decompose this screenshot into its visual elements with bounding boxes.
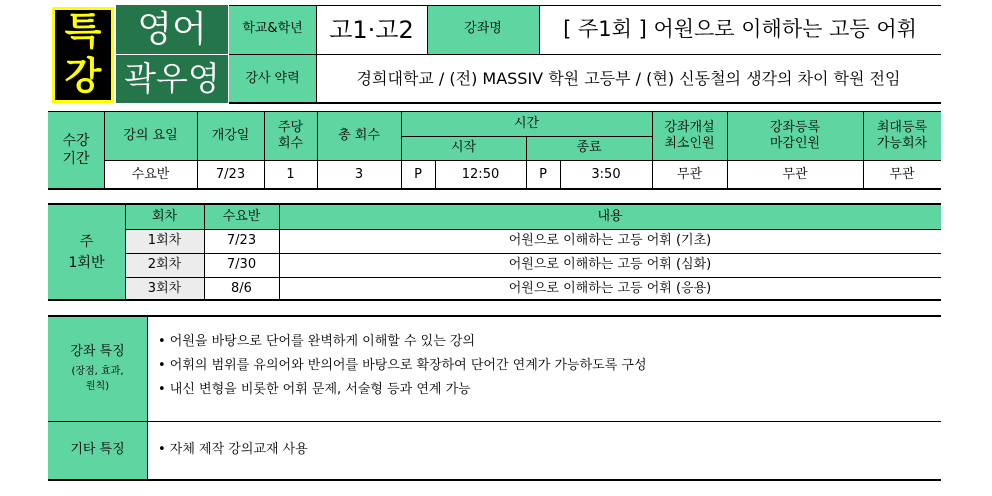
badge-char-1: 특: [64, 8, 102, 53]
col-header-deadline-text: 강좌등록 마감인원: [769, 119, 821, 151]
session-row-3-content: [279, 278, 941, 300]
sessions-line-3: [125, 277, 941, 278]
col-header-max-text: 최대등록 가능회차: [876, 119, 928, 151]
col-header-total-text: 총 회수: [338, 127, 380, 143]
col-header-start-date-text: 개강일: [211, 127, 250, 143]
cell-day-text: 수요반: [131, 166, 170, 182]
session-row-1-date-text: 7/23: [226, 233, 257, 249]
ses-v-3: [279, 205, 280, 300]
sch-v-9: [652, 112, 653, 189]
cell-end-ampm-text: P: [539, 166, 547, 182]
sessions-header-content-text: 내용: [597, 208, 623, 224]
session-row-2-date-text: 7/30: [226, 257, 257, 273]
session-row-2-no: [125, 254, 204, 277]
cell-start-ampm: [401, 161, 435, 189]
badge-special-top: [52, 7, 114, 56]
course-name-label: [427, 5, 539, 54]
features-label-cell: [48, 317, 147, 421]
features-bottom-line: [48, 479, 941, 481]
schedule-mid-line: [104, 160, 941, 161]
header-bottom-line: [229, 102, 941, 104]
sessions-header-no-text: 회차: [151, 208, 178, 224]
col-header-max: [863, 112, 941, 160]
features-list: [158, 330, 938, 414]
course-name-label-text: 강좌명: [464, 21, 502, 37]
header-divider-3: [539, 5, 540, 54]
sch-v-8: [560, 161, 561, 189]
col-header-start-date: [197, 112, 264, 160]
cell-deadline-text: 무관: [782, 166, 808, 182]
header-divider-2: [427, 5, 428, 54]
col-header-min-text: 강좌개설 최소인원: [664, 119, 715, 151]
profile-text: 경희대학교 / (전) MASSIV 학원 고등부 / (현) 신동철의 생각의 차이 학원 전임: [356, 69, 901, 88]
cell-day: [104, 161, 197, 189]
col-header-weekly: [264, 112, 317, 160]
course-name-text: [ 주1회 ] 어원으로 이해하는 고등 어휘: [563, 17, 917, 42]
cell-start-date: [197, 161, 264, 189]
session-row-3-no-text: 3회차: [147, 280, 182, 296]
other-feature-item-1: • 자체 제작 강의교재 사용: [158, 442, 308, 457]
cell-min-text: 무관: [676, 166, 703, 182]
sch-v-1: [104, 112, 105, 189]
sessions-line-2: [125, 253, 941, 254]
cell-start-ampm-text: P: [414, 166, 422, 182]
cell-max-text: 무관: [889, 166, 915, 182]
other-features-list: [158, 440, 938, 462]
sessions-header-content: [279, 205, 941, 229]
cell-start-date-text: 7/23: [215, 166, 246, 182]
header-top-line: [229, 5, 941, 6]
sessions-side-label-text: 주 1회반: [68, 233, 105, 271]
sch-v-3: [264, 112, 265, 189]
school-grade-value: [316, 5, 427, 54]
session-row-1-no: [125, 230, 204, 253]
col-header-time: [401, 112, 652, 136]
profile-value: [316, 55, 941, 103]
cell-end-time-text: 3:50: [591, 166, 621, 182]
badge-char-2: 강: [64, 53, 102, 98]
col-header-time-start: [401, 136, 526, 160]
schedule-bottom-line: [48, 188, 941, 190]
sch-v-6: [435, 161, 436, 189]
cell-weekly: [264, 161, 317, 189]
feature-item-3: • 내신 변형을 비롯한 어휘 문제, 서술형 등과 연계 가능: [158, 382, 471, 397]
session-row-2-content: [279, 254, 941, 277]
session-row-2-content-text: 어원으로 이해하는 고등 어휘 (심화): [508, 257, 712, 273]
sch-v-5: [401, 112, 402, 189]
col-header-time-end-text: 종료: [576, 139, 602, 155]
features-mid-line: [48, 421, 941, 422]
features-label: 강좌 특징: [70, 343, 125, 359]
sessions-side-label: [48, 205, 125, 300]
profile-label: [229, 55, 316, 103]
profile-label-text: 강사 약력: [245, 70, 300, 86]
features-sublabel: (장점, 효과, 원칙): [71, 366, 124, 393]
col-header-min: [652, 112, 727, 160]
col-header-day: [104, 112, 197, 160]
period-label-text: 수강 기간: [62, 133, 90, 167]
session-row-1-content-text: 어원으로 이해하는 고등 어휘 (기초): [508, 233, 712, 249]
cell-start-time-text: 12:50: [461, 166, 500, 182]
teacher-name: [116, 55, 228, 103]
session-row-3-date: [204, 278, 279, 300]
teacher-text: 곽우영: [124, 59, 220, 99]
ses-v-1: [125, 205, 126, 300]
cell-min: [652, 161, 727, 189]
cell-total: [317, 161, 401, 189]
features-divider: [147, 317, 148, 480]
session-row-1-content: [279, 230, 941, 253]
session-row-3-date-text: 8/6: [231, 280, 252, 296]
sessions-header-date: [204, 205, 279, 229]
feature-item-1: • 어원을 바탕으로 단어를 완벽하게 이해할 수 있는 강의: [158, 334, 476, 349]
cell-weekly-text: 1: [286, 166, 295, 182]
cell-total-text: 3: [354, 166, 364, 182]
badge-special-bottom: [52, 53, 114, 103]
session-row-2-date: [204, 254, 279, 277]
school-grade-text: 고1·고2: [329, 15, 414, 44]
subject-text: 영어: [137, 9, 207, 50]
cell-max: [863, 161, 941, 189]
sch-v-2: [197, 112, 198, 189]
session-row-1-date: [204, 230, 279, 253]
session-row-3-no: [125, 278, 204, 300]
cell-deadline: [727, 161, 863, 189]
col-header-time-end: [526, 136, 652, 160]
features-top-line: [48, 315, 941, 317]
sch-v-4: [317, 112, 318, 189]
other-features-label-cell: [48, 422, 147, 479]
sessions-header-date-text: 수요반: [222, 208, 261, 224]
other-features-label: 기타 특징: [70, 442, 125, 458]
col-header-time-text: 시간: [513, 115, 540, 131]
feature-item-2: • 어휘의 범위를 유의어와 반의어를 바탕으로 확장하여 단어간 연계가 가능하도록 구성: [158, 358, 647, 373]
ses-v-2: [204, 205, 205, 300]
header-divider-1: [316, 5, 317, 103]
col-header-time-start-text: 시작: [450, 139, 477, 155]
sch-v-11: [863, 112, 864, 189]
header-mid-line: [229, 54, 941, 55]
sessions-line-1: [125, 229, 941, 230]
session-row-2-no-text: 2회차: [147, 257, 182, 273]
col-header-weekly-text: 주당 회수: [277, 119, 304, 151]
col-header-deadline: [727, 112, 863, 160]
session-row-3-content-text: 어원으로 이해하는 고등 어휘 (응용): [508, 280, 712, 296]
session-row-1-no-text: 1회차: [147, 233, 182, 249]
school-grade-label: [229, 5, 316, 54]
sessions-header-no: [125, 205, 204, 229]
period-label: [48, 112, 104, 189]
cell-end-time: [560, 161, 652, 189]
col-header-day-text: 강의 요일: [123, 127, 178, 143]
sch-v-10: [727, 112, 728, 189]
cell-start-time: [435, 161, 526, 189]
cell-end-ampm: [526, 161, 560, 189]
sessions-bottom-line: [48, 299, 941, 301]
col-header-total: [317, 112, 401, 160]
course-name-value: [539, 5, 941, 54]
sch-v-7: [526, 136, 527, 189]
subject-title: [116, 5, 228, 54]
school-grade-label-text: 학교&학년: [242, 21, 303, 37]
